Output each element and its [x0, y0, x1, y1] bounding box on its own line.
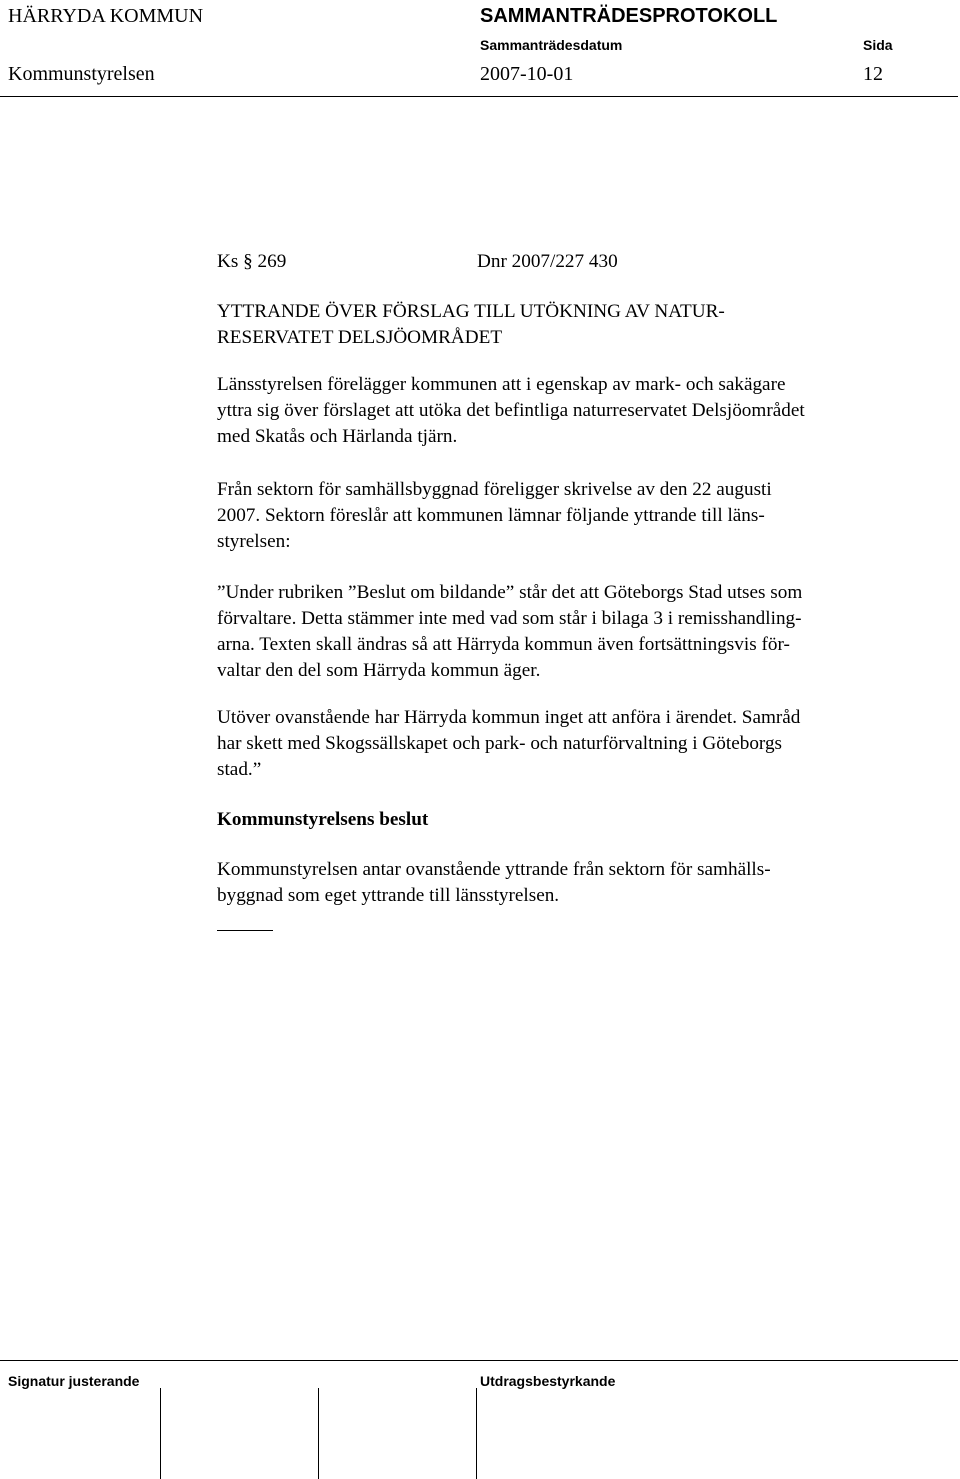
text-line: Länsstyrelsen förelägger kommunen att i egenskap av mark- och sakägare: [217, 374, 786, 395]
signature-label: Signatur justerande: [8, 1373, 140, 1389]
case-title-line: YTTRANDE ÖVER FÖRSLAG TILL UTÖKNING AV NATUR-: [217, 301, 725, 322]
case-paragraph: Ks § 269: [217, 251, 287, 272]
text-line: styrelsen:: [217, 531, 291, 552]
text-line: stad.”: [217, 759, 262, 780]
footer-divider: [0, 1360, 958, 1361]
signature-box-divider: [318, 1388, 319, 1479]
text-line: arna. Texten skall ändras så att Härryda kommun även fortsättningsvis för-: [217, 634, 790, 655]
text-line: byggnad som eget yttrande till länsstyrelsen.: [217, 885, 560, 906]
case-title-line: RESERVATET DELSJÖOMRÅDET: [217, 327, 503, 348]
document-type: SAMMANTRÄDESPROTOKOLL: [480, 5, 778, 27]
text-line: yttra sig över förslaget att utöka det befintliga naturreservatet Delsjöområdet: [217, 400, 805, 421]
text-line: valtar den del som Härryda kommun äger.: [217, 660, 541, 681]
text-line: Kommunstyrelsen antar ovanstående yttrande från sektorn för samhälls-: [217, 859, 771, 880]
text-line: Utöver ovanstående har Härryda kommun inget att anföra i ärendet. Samråd: [217, 707, 801, 728]
decision-text: [217, 857, 771, 909]
text-line: ”Under rubriken ”Beslut om bildande” står det att Göteborgs Stad utses som: [217, 582, 803, 603]
text-line: med Skatås och Härlanda tjärn.: [217, 426, 458, 447]
text-line: förvaltare. Detta stämmer inte med vad som står i bilaga 3 i remisshandling-: [217, 608, 802, 629]
governing-body: Kommunstyrelsen: [8, 63, 155, 85]
decision-heading: Kommunstyrelsens beslut: [217, 809, 429, 830]
text-line: 2007. Sektorn föreslår att kommunen lämnar följande yttrande till läns-: [217, 505, 765, 526]
header-divider: [0, 96, 958, 97]
signature-box-divider: [160, 1388, 161, 1479]
case-line: [217, 249, 618, 275]
meeting-date: 2007-10-01: [480, 63, 574, 85]
extract-certification-label: Utdragsbestyrkande: [480, 1373, 616, 1389]
paragraph-background: [217, 372, 805, 450]
page-label: Sida: [863, 37, 893, 53]
meeting-date-label: Sammanträdesdatum: [480, 37, 623, 53]
case-title: [217, 299, 725, 351]
paragraph-statement: [217, 580, 802, 684]
text-line: Från sektorn för samhällsbyggnad föreligger skrivelse av den 22 augusti: [217, 479, 772, 500]
signature-box-divider: [476, 1388, 477, 1479]
page-number: 12: [863, 63, 883, 85]
paragraph-consultation: [217, 705, 800, 783]
paragraph-proposal: [217, 477, 772, 555]
end-divider: [217, 930, 273, 931]
text-line: har skett med Skogssällskapet och park- och naturförvaltning i Göteborgs: [217, 733, 783, 754]
organization-name: HÄRRYDA KOMMUN: [8, 5, 204, 27]
case-dnr: Dnr 2007/227 430: [477, 251, 618, 272]
